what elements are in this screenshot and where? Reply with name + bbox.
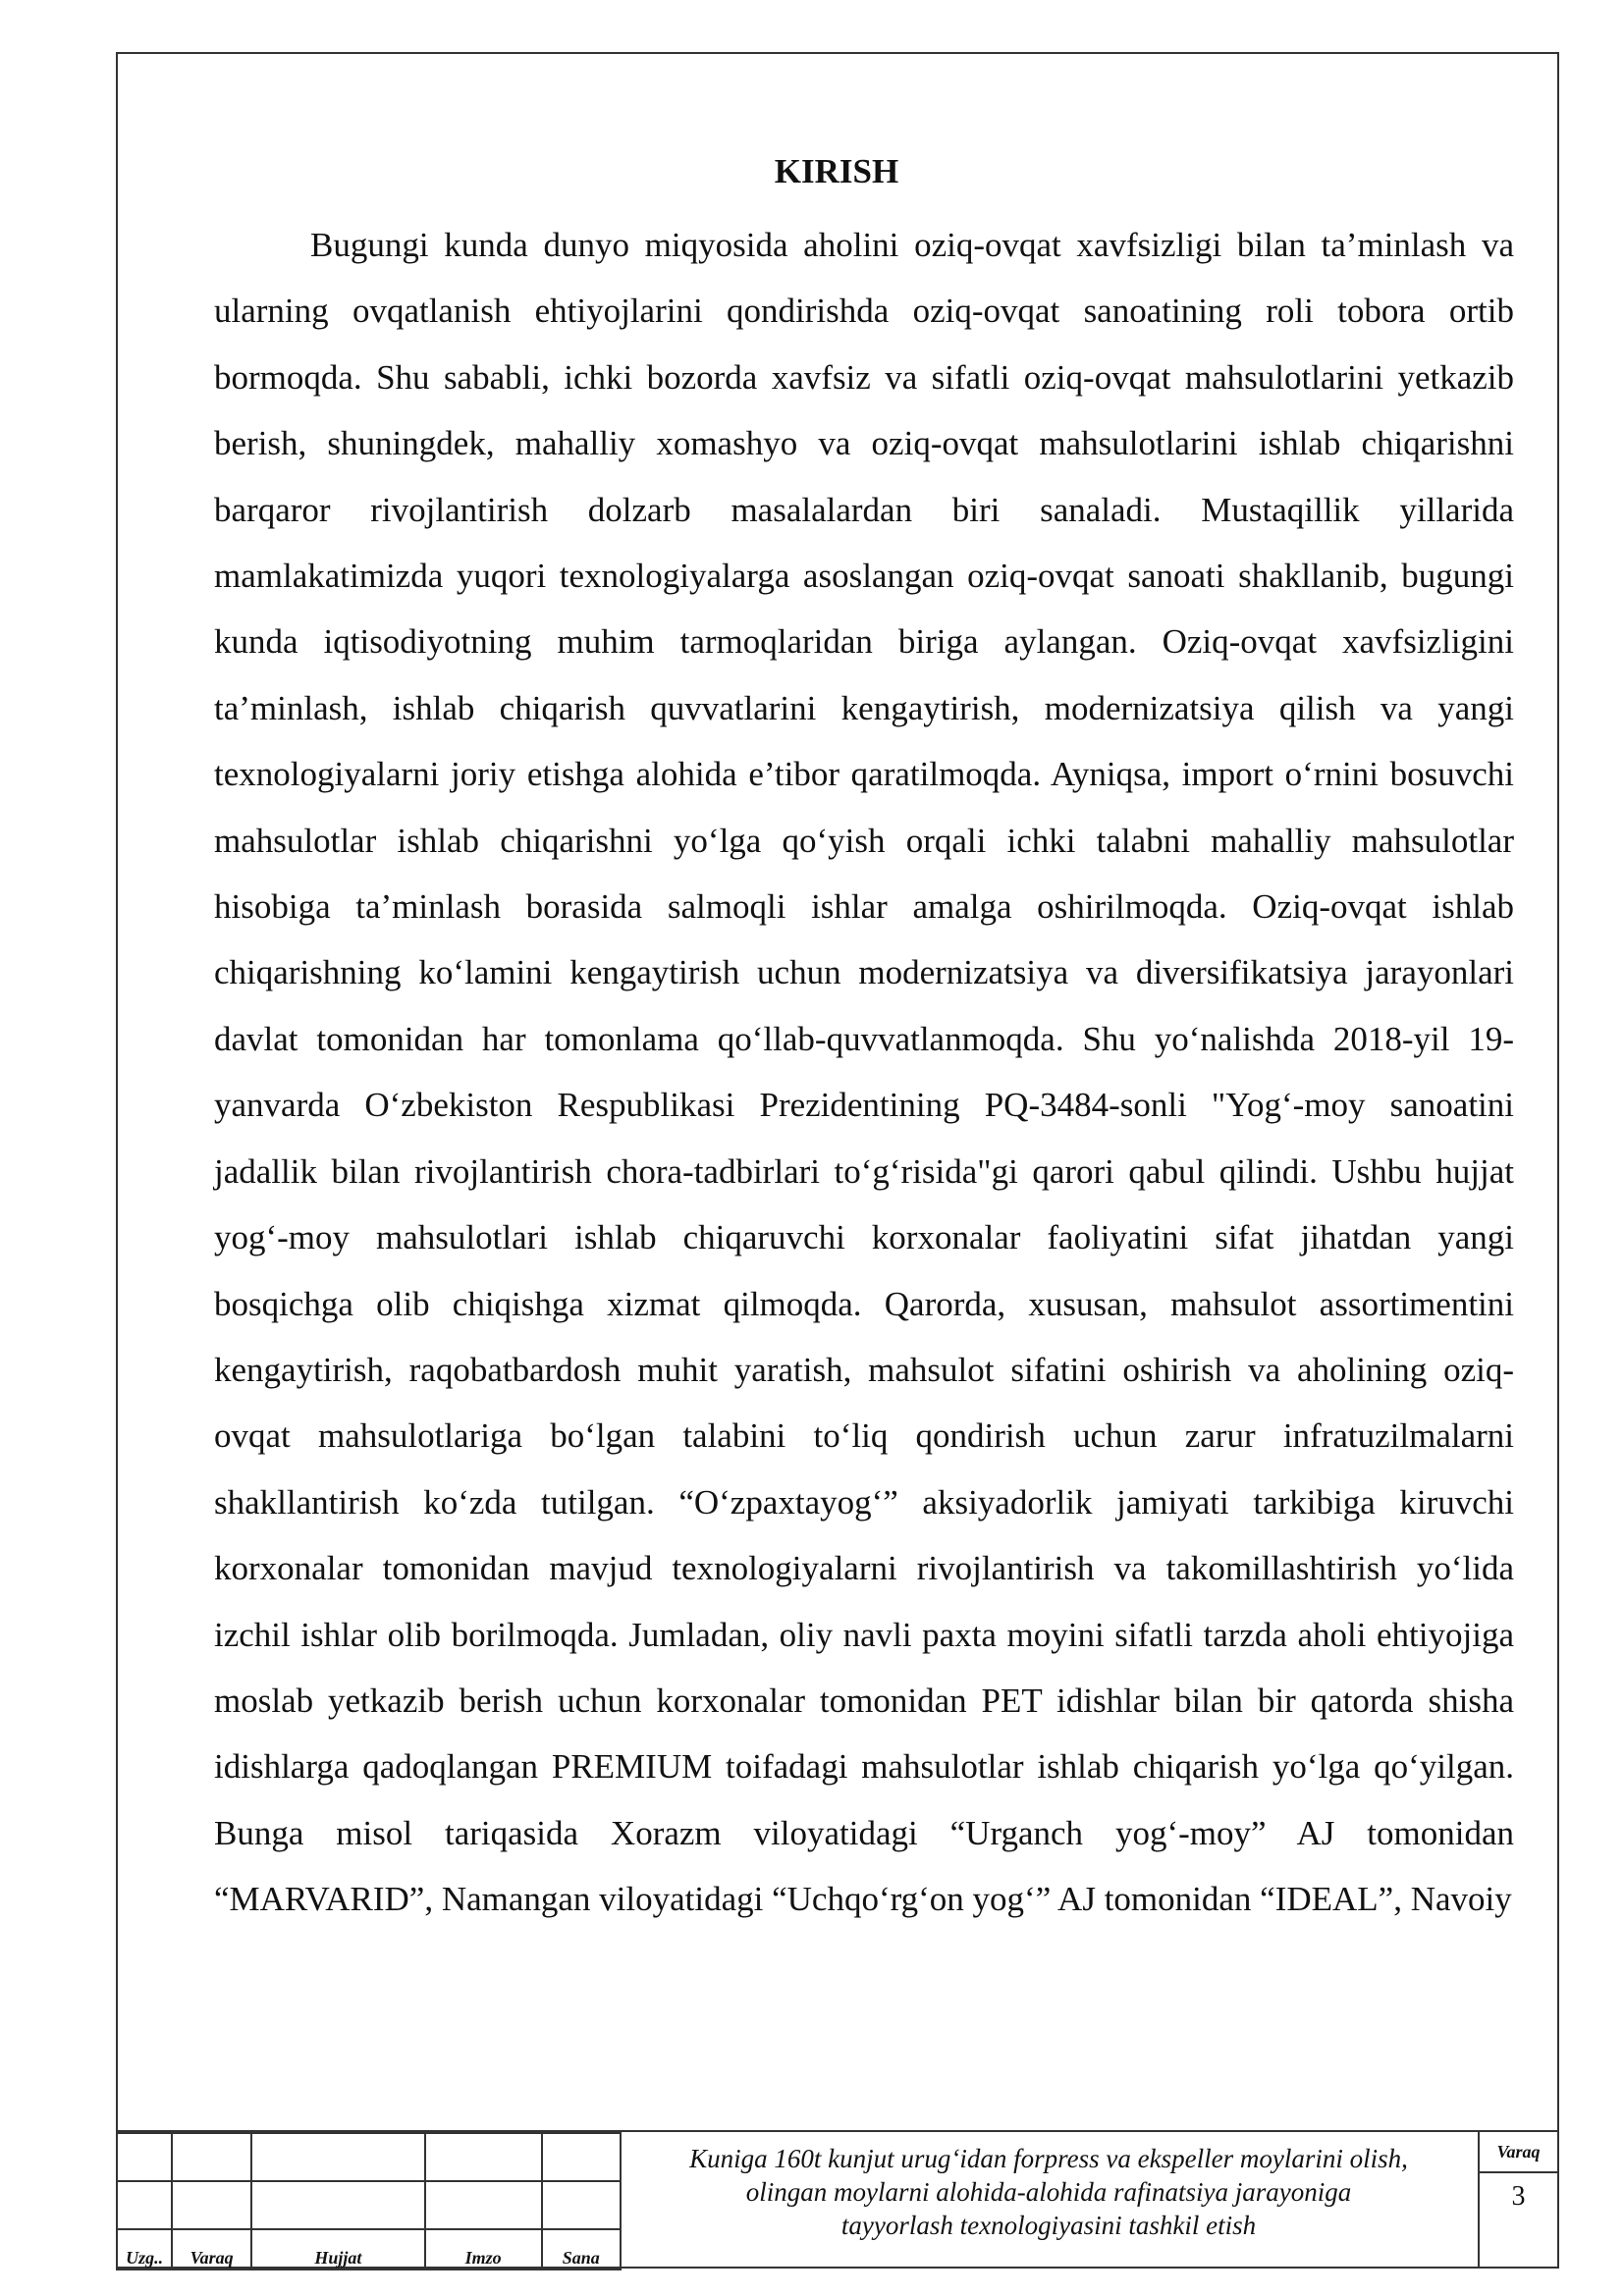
column-header-izm: Uzg.. bbox=[117, 2229, 172, 2269]
sheet-number: 3 bbox=[1511, 2181, 1526, 2212]
body-paragraph: Bugungi kunda dunyo miqyosida aholini oziq-ovqat xavfsizligi bilan ta’minlash va ularning ovqatlanish ehtiyojlarini qondirishda oziq-ovqat sanoatining roli tobora ortib bormoqda. Shu sababli, ichki bozorda xavfsiz va sifatli oziq-ovqat mahsulotlarini yetkazib berish, shuningdek, mahalliy xomashyo va oziq-ovqat mahsulotlarini ishlab chiqarishni barqaror rivojlantirish dolzarb masalalardan biri sanaladi. Mustaqillik yillarida mamlakatimizda yuqori texnologiyalarga asoslangan oziq-ovqat sanoati shakllanib, bugungi kunda iqtisodiyotning muhim tarmoqlaridan biriga aylangan. Oziq-ovqat xavfsizligini ta’minlash, ishlab chiqarish quvvatlarini kengaytirish, modernizatsiya qilish va yangi texnologiyalarni joriy etishga alohida e’tibor qaratilmoqda. Ayniqsa, import o‘rnini bosuvchi mahsulotlar ishlab chiqarishni yo‘lga qo‘yish orqali ichki talabni mahalliy mahsulotlar hisobiga ta’minlash borasida salmoqli ishlar amalga oshirilmoqda. Oziq-ovqat ishlab chiqarishning ko‘lamini kengaytirish uchun modernizatsiya va diversifikatsiya jarayonlari davlat tomonidan har tomonlama qo‘llab-quvvatlanmoqda. Shu yo‘nalishda 2018-yil 19-yanvarda O‘zbekiston Respublikasi Prezidentining PQ-3484-sonli "Yog‘-moy sanoatini jadallik bilan rivojlantirish chora-tadbirlari to‘g‘risida"gi qarori qabul qilindi. Ushbu hujjat yog‘-moy mahsulotlari ishlab chiqaruvchi korxonalar faoliyatini sifat jihatdan yangi bosqichga olib chiqishga xizmat qilmoqda. Qarorda, xususan, mahsulot assortimentini kengaytirish, raqobatbardosh muhit yaratish, mahsulot sifatini oshirish va aholining oziq-ovqat mahsulotlariga bo‘lgan talabini to‘liq qondirish uchun zarur infratuzilmalarni shakllantirish ko‘zda tutilgan. “O‘zpaxtayog‘” aksiyadorlik jamiyati tarkibiga kiruvchi korxonalar tomonidan mavjud texnologiyalarni rivojlantirish va takomillashtirish yo‘lida izchil ishlar olib borilmoqda. Jumladan, oliy navli paxta moyini sifatli tarzda aholi ehtiyojiga moslab yetkazib berish uchun korxonalar tomonidan PET idishlar bilan bir qatorda shisha idishlarga qadoqlangan PREMIUM toifadagi mahsulotlar ishlab chiqarish yo‘lga qo‘yilgan. Bunga misol tariqasida Xorazm viloyatidagi “Urganch yog‘-moy” AJ tomonidan “MARVARID”, Namangan viloyatidagi “Uchqo‘rg‘on yog‘” AJ tomonidan “IDEAL”, Navoiy bbox=[214, 226, 1514, 1919]
document-title bbox=[622, 2132, 1476, 2269]
page-title: KIRISH bbox=[774, 152, 899, 190]
grid-cell bbox=[117, 2133, 172, 2181]
grid-cell bbox=[251, 2181, 425, 2229]
grid-cell bbox=[172, 2133, 251, 2181]
column-header-doc: Hujjat bbox=[251, 2229, 425, 2269]
title-block bbox=[116, 2130, 1559, 2269]
grid-cell bbox=[425, 2181, 542, 2229]
grid-cell bbox=[542, 2133, 621, 2181]
revision-grid bbox=[116, 2132, 622, 2270]
column-header-sheet: Varaq bbox=[172, 2229, 251, 2269]
grid-cell bbox=[251, 2133, 425, 2181]
grid-cell bbox=[425, 2133, 542, 2181]
document-title-line: olingan moylarni alohida-alohida rafinatsiya jarayoniga bbox=[745, 2177, 1352, 2207]
sheet-number-box bbox=[1478, 2132, 1557, 2269]
document-title-line: Kuniga 160t kunjut urug‘idan forpress va ekspeller moylarini olish, bbox=[689, 2144, 1408, 2173]
document-title-line: tayyorlash texnologiyasini tashkil etish bbox=[840, 2211, 1257, 2240]
sheet-label: Varaq bbox=[1480, 2132, 1557, 2173]
grid-cell bbox=[117, 2181, 172, 2229]
column-header-sign: Imzo bbox=[425, 2229, 542, 2269]
grid-cell bbox=[542, 2181, 621, 2229]
grid-cell bbox=[172, 2181, 251, 2229]
column-header-date: Sana bbox=[542, 2229, 621, 2269]
